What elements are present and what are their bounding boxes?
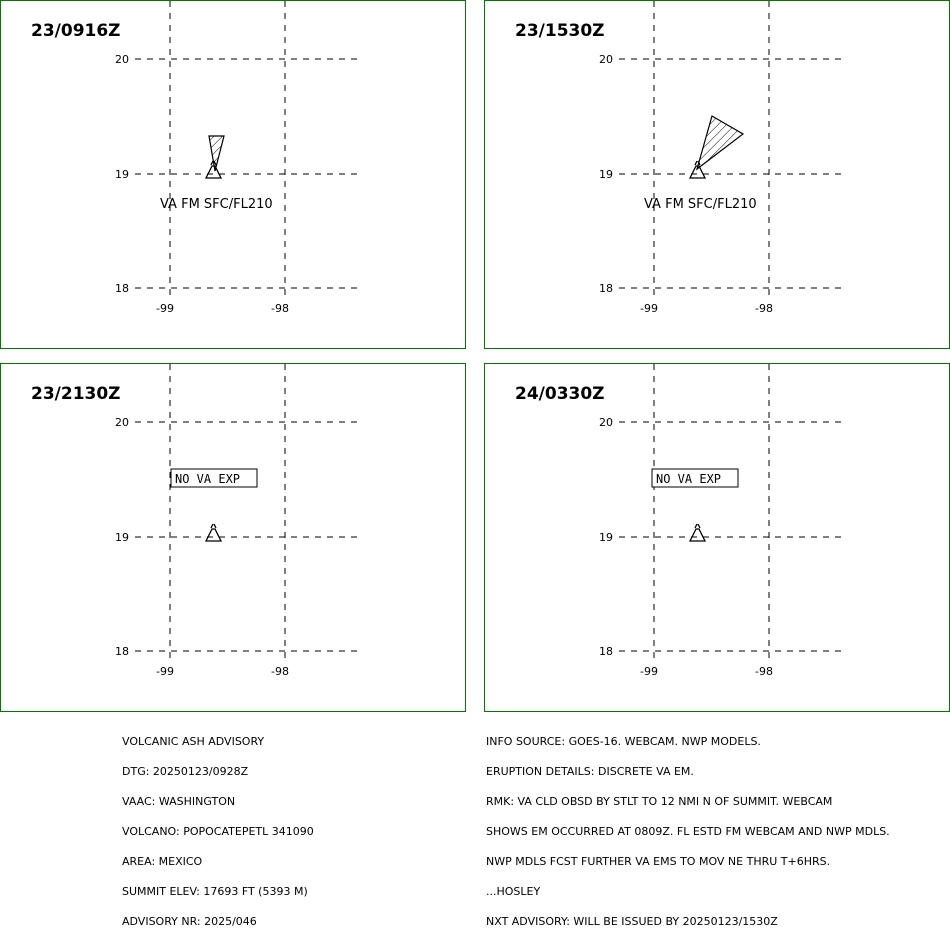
- lat-label-19: 19: [115, 168, 129, 181]
- grid-lines: [135, 364, 363, 662]
- advisory-line: DTG: 20250123/0928Z: [122, 765, 249, 778]
- map-panel-1: [0, 0, 466, 349]
- grid-lines: [135, 1, 363, 299]
- lat-label-18: 18: [599, 282, 613, 295]
- no-va-text: NO VA EXP: [656, 472, 722, 486]
- advisory-line: NXT ADVISORY: WILL BE ISSUED BY 20250123/1530Z: [486, 915, 778, 928]
- no-va-box: [652, 469, 738, 487]
- map-panel-1-svg: [1, 1, 467, 350]
- lon-label-99: -99: [156, 665, 174, 678]
- lon-label-98: -98: [755, 665, 773, 678]
- map-panel-4-svg: [485, 364, 950, 713]
- panel-title: 23/1530Z: [515, 21, 605, 41]
- advisory-line: INFO SOURCE: GOES-16. WEBCAM. NWP MODELS.: [486, 735, 761, 748]
- lat-label-18: 18: [115, 645, 129, 658]
- ash-plume: [209, 136, 224, 171]
- lat-label-19: 19: [599, 531, 613, 544]
- va-label: VA FM SFC/FL210: [160, 197, 273, 212]
- lat-label-20: 20: [115, 53, 129, 66]
- va-label: VA FM SFC/FL210: [644, 197, 757, 212]
- lon-label-98: -98: [271, 302, 289, 315]
- map-panel-3-svg: [1, 364, 467, 713]
- no-va-text: NO VA EXP: [175, 472, 241, 486]
- lat-label-20: 20: [599, 53, 613, 66]
- lon-label-98: -98: [271, 665, 289, 678]
- panel-title: 23/0916Z: [31, 21, 121, 41]
- lat-label-19: 19: [115, 531, 129, 544]
- advisory-line: ADVISORY NR: 2025/046: [122, 915, 257, 928]
- lon-label-99: -99: [156, 302, 174, 315]
- lat-label-20: 20: [599, 416, 613, 429]
- advisory-line: VAAC: WASHINGTON: [122, 795, 236, 808]
- lon-label-99: -99: [640, 302, 658, 315]
- lat-label-18: 18: [599, 645, 613, 658]
- lon-label-98: -98: [755, 302, 773, 315]
- grid-lines: [619, 1, 847, 299]
- advisory-line: ERUPTION DETAILS: DISCRETE VA EM.: [486, 765, 694, 778]
- volcano-icon: [690, 524, 705, 541]
- advisory-remarks-block: [486, 717, 890, 937]
- advisory-header-block: [122, 717, 314, 937]
- map-panel-3: [0, 363, 466, 712]
- lat-label-20: 20: [115, 416, 129, 429]
- volcano-icon: [206, 524, 221, 541]
- advisory-line: RMK: VA CLD OBSD BY STLT TO 12 NMI N OF SUMMIT. WEBCAM: [486, 795, 833, 808]
- lon-label-99: -99: [640, 665, 658, 678]
- map-panel-4: [484, 363, 950, 712]
- panel-title: 24/0330Z: [515, 384, 605, 404]
- advisory-line: SHOWS EM OCCURRED AT 0809Z. FL ESTD FM WEBCAM AND NWP MDLS.: [486, 825, 890, 838]
- advisory-line: AREA: MEXICO: [122, 855, 203, 868]
- no-va-box: [171, 469, 257, 487]
- panel-title: 23/2130Z: [31, 384, 121, 404]
- advisory-line: NWP MDLS FCST FURTHER VA EMS TO MOV NE THRU T+6HRS.: [486, 855, 831, 868]
- map-panel-2-svg: [485, 1, 950, 350]
- grid-lines: [619, 364, 847, 662]
- advisory-line: VOLCANIC ASH ADVISORY: [122, 735, 265, 748]
- lat-label-18: 18: [115, 282, 129, 295]
- map-panel-2: [484, 0, 950, 349]
- lat-label-19: 19: [599, 168, 613, 181]
- advisory-line: SUMMIT ELEV: 17693 FT (5393 M): [122, 885, 308, 898]
- advisory-line: VOLCANO: POPOCATEPETL 341090: [122, 825, 314, 838]
- advisory-line: ...HOSLEY: [486, 885, 541, 898]
